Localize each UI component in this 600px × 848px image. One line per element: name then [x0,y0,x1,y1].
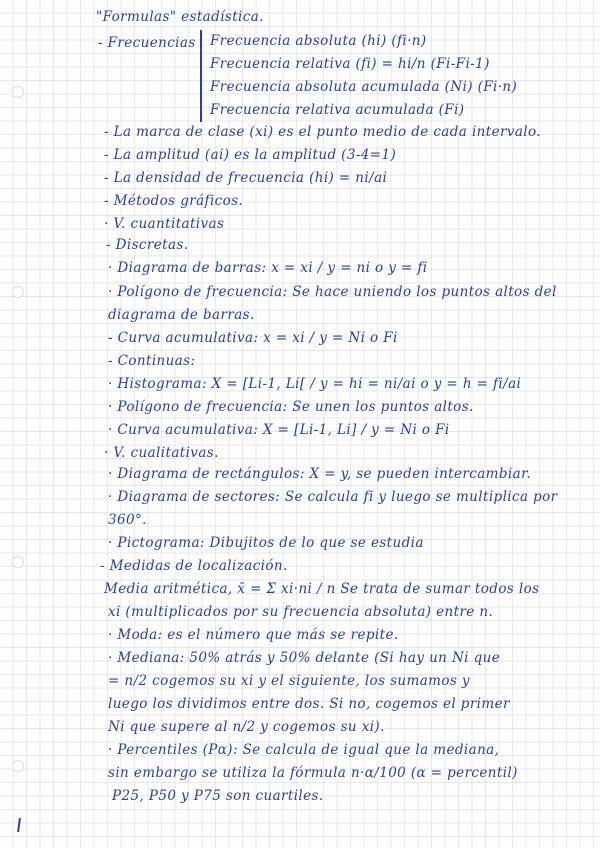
note-line: · Histograma: X = [Li-1, Li[ / y = hi = ni/ai o y = h = fi/ai [108,376,522,392]
binder-hole [12,86,24,98]
note-line: · Mediana: 50% atrás y 50% delante (Si hay un Ni que [108,650,501,666]
freq-item: Frecuencia absoluta acumulada (Ni) (Fi·n) [210,79,518,95]
note-line: Media aritmética, x̄ = Σ xi·ni / n Se trata de sumar todos los [104,581,540,597]
note-line: · Moda: es el número que más se repite. [108,627,399,643]
freq-item: Frecuencia relativa (fi) = hi/n (Fi-Fi-1) [210,56,490,72]
note-line: · Diagrama de barras: x = xi / y = ni o y = fi [108,260,428,276]
note-line: · Diagrama de rectángulos: X = y, se pueden intercambiar. [108,466,532,482]
binder-hole [12,556,24,568]
frequencies-label: - Frecuencias [98,35,196,51]
note-line: - La marca de clase (xi) es el punto medio de cada intervalo. [104,124,541,140]
note-line: - Continuas: [108,353,196,369]
note-line: Ni que supere al n/2 y cogemos su xi). [108,719,385,735]
binder-hole [12,760,24,772]
note-line: P25, P50 y P75 son cuartiles. [112,788,324,804]
notes-title: "Formulas" estadística. [96,9,264,25]
note-line: · V. cuantitativas [104,216,225,232]
note-line: sin embargo se utiliza la fórmula n·α/100 (α = percentil) [108,765,518,781]
freq-item: Frecuencia absoluta (hi) (fi·n) [210,33,427,49]
note-line: - Métodos gráficos. [104,193,244,209]
note-line: · Percentiles (Pα): Se calcula de igual que la mediana, [108,742,500,758]
note-line: · Polígono de frecuencia: Se unen los puntos altos. [108,399,474,415]
note-line: · V. cualitativas. [104,445,219,461]
frequencies-brace [200,30,202,122]
note-line: xi (multiplicados por su frecuencia absoluta) entre n. [108,604,494,620]
note-line: · Diagrama de sectores: Se calcula fi y luego se multiplica por [108,489,558,505]
note-line: luego los dividimos entre dos. Si no, cogemos el primer [108,696,510,712]
note-line: - Medidas de localización. [100,558,288,574]
note-line: 360°. [108,512,147,528]
freq-item: Frecuencia relativa acumulada (Fi) [210,102,465,118]
note-line: · Curva acumulativa: X = [Li-1, Li] / y = Ni o Fi [108,422,450,438]
note-line: - Curva acumulativa: x = xi / y = Ni o Fi [108,330,398,346]
note-line: · Pictograma: Dibujitos de lo que se estudia [108,535,424,551]
note-line: - La densidad de frecuencia (hi) = ni/ai [104,170,388,186]
note-line: diagrama de barras. [108,307,255,323]
note-line: - La amplitud (ai) es la amplitud (3-4=1) [104,147,397,163]
note-line: = n/2 cogemos su xi y el siguiente, los sumamos y [108,673,470,689]
note-line: - Discretas. [106,237,189,253]
binder-hole [12,286,24,298]
note-line: · Polígono de frecuencia: Se hace uniendo los puntos altos del [108,284,557,300]
pen-stroke-mark [17,818,20,832]
